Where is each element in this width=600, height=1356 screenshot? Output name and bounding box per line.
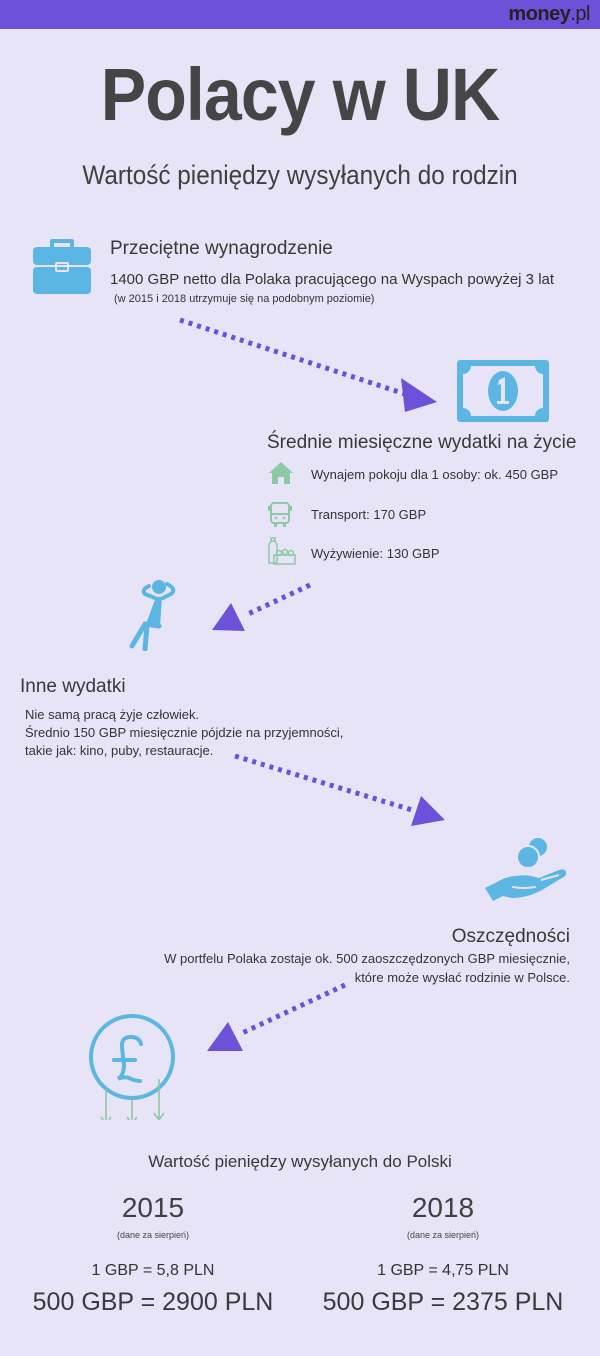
savings-line-2: które może wysłać rodzinie w Polsce.: [354, 970, 570, 985]
page-subtitle: Wartość pieniędzy wysyłanych do rodzin: [82, 160, 518, 190]
brand-logo[interactable]: money.pl: [508, 3, 590, 25]
year-2015: 2015: [121, 1192, 185, 1223]
living-item-rent: Wynajem pokoju dla 1 osoby: ok. 450 GBP: [311, 467, 559, 482]
pound-coin-icon: [85, 1010, 185, 1120]
rate-2018: 1 GBP = 4,75 PLN: [377, 1262, 509, 1279]
salary-text: 1400 GBP netto dla Polaka pracującego na Wyspach powyżej 3 lat: [110, 271, 555, 288]
transfer-heading: Wartość pieniędzy wysyłanych do Polski: [148, 1152, 452, 1171]
other-expenses-line-2: Średnio 150 GBP miesięcznie pójdzie na przyjemności,: [25, 725, 344, 740]
living-costs-heading: Średnie miesięczne wydatki na życie: [267, 432, 577, 453]
total-2015: 500 GBP = 2900 PLN: [32, 1288, 274, 1316]
living-item-transport: Transport: 170 GBP: [311, 507, 427, 522]
relaxing-person-icon: [125, 577, 195, 651]
salary-note: (w 2015 i 2018 utrzymuje się na podobnym poziomie): [114, 293, 375, 305]
house-icon: [268, 461, 294, 485]
page-title: Polacy w UK: [100, 53, 500, 136]
salary-heading: Przeciętne wynagrodzenie: [110, 238, 333, 259]
year-2018-note: (dane za sierpień): [406, 1230, 480, 1240]
rate-2015: 1 GBP = 5,8 PLN: [91, 1262, 215, 1279]
briefcase-icon: [32, 237, 92, 295]
other-expenses-line-3: takie jak: kino, puby, restauracje.: [25, 743, 214, 758]
total-2018: 500 GBP = 2375 PLN: [322, 1288, 564, 1316]
other-expenses-heading: Inne wydatki: [20, 676, 126, 697]
year-2015-note: (dane za sierpień): [116, 1230, 190, 1240]
bus-icon: [268, 502, 292, 528]
groceries-icon: [268, 537, 296, 565]
savings-heading: Oszczędności: [451, 926, 570, 947]
savings-line-1: W portfelu Polaka zostaje ok. 500 zaoszczędzonych GBP miesięcznie,: [164, 951, 570, 966]
banknote-icon: [457, 360, 549, 422]
hand-coins-icon: [483, 835, 575, 915]
other-expenses-line-1: Nie samą pracą żyje człowiek.: [25, 707, 200, 722]
top-bar: [0, 0, 600, 29]
year-2018: 2018: [411, 1192, 475, 1223]
living-item-food: Wyżywienie: 130 GBP: [311, 546, 440, 561]
